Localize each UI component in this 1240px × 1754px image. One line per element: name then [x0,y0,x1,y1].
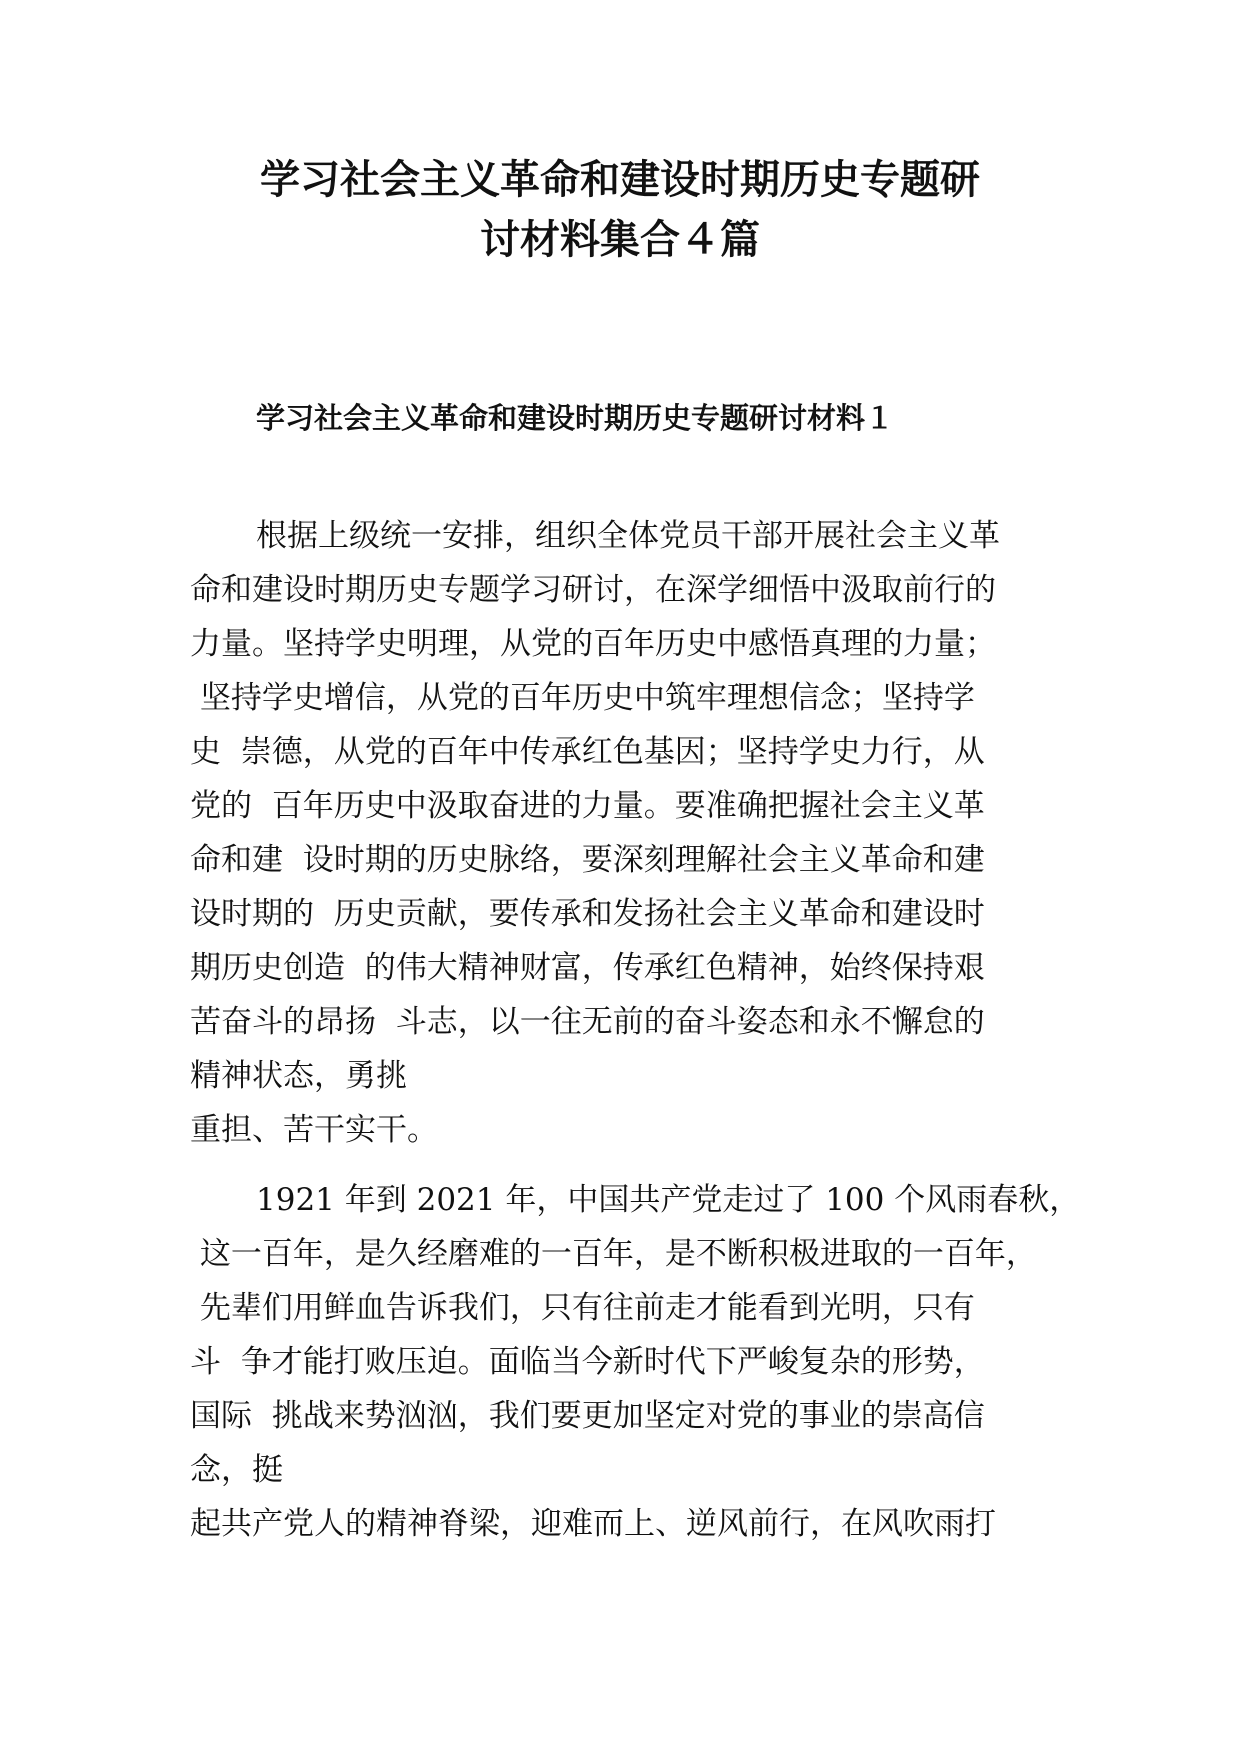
paragraph-line: 精神状态，勇挑 [190,1058,407,1094]
paragraph-line: 斗 争才能打败压迫。面临当今新时代下严峻复杂的形势， [190,1344,985,1380]
paragraph-line: 根据上级统一安排，组织全体党员干部开展社会主义革 [256,518,1000,554]
section-heading: 学习社会主义革命和建设时期历史专题研讨材料１ [256,401,895,435]
body-paragraph-2 [190,1173,1090,1551]
body-paragraph-1 [190,509,1090,1157]
paragraph-line: 党的 百年历史中汲取奋进的力量。要准确把握社会主义革 [190,788,985,824]
paragraph-line: 命和建 设时期的历史脉络，要深刻理解社会主义革命和建 [190,842,985,878]
document-title-line-1: 学习社会主义革命和建设时期历史专题研 [260,157,980,203]
paragraph-line: 1921 年到 2021 年，中国共产党走过了 100 个风雨春秋， [256,1182,1081,1218]
paragraph-line: 这一百年，是久经磨难的一百年，是不断积极进取的一百年， [190,1236,1037,1272]
paragraph-line: 坚持学史增信，从党的百年历史中筑牢理想信念；坚持学 [190,680,975,716]
paragraph-line: 重担、苦干实干。 [190,1112,438,1148]
paragraph-line: 命和建设时期历史专题学习研讨，在深学细悟中汲取前行的 [190,572,996,608]
paragraph-line: 苦奋斗的昂扬 斗志，以一往无前的奋斗姿态和永不懈怠的 [190,1004,985,1040]
paragraph-line: 史 崇德，从党的百年中传承红色基因；坚持学史力行，从 [190,734,985,770]
paragraph-line: 力量。坚持学史明理，从党的百年历史中感悟真理的力量； [190,626,996,662]
paragraph-line: 设时期的 历史贡献，要传承和发扬社会主义革命和建设时 [190,896,985,932]
paragraph-line: 念，挺 [190,1452,283,1488]
document-title-line-2: 讨材料集合４篇 [480,217,760,263]
paragraph-line: 先辈们用鲜血告诉我们，只有往前走才能看到光明，只有 [190,1290,975,1326]
document-title [150,150,1090,270]
paragraph-line: 起共产党人的精神脊梁，迎难而上、逆风前行，在风吹雨打 [190,1506,996,1542]
paragraph-line: 期历史创造 的伟大精神财富，传承红色精神，始终保持艰 [190,950,985,986]
paragraph-line: 国际 挑战来势汹汹，我们要更加坚定对党的事业的崇高信 [190,1398,985,1434]
